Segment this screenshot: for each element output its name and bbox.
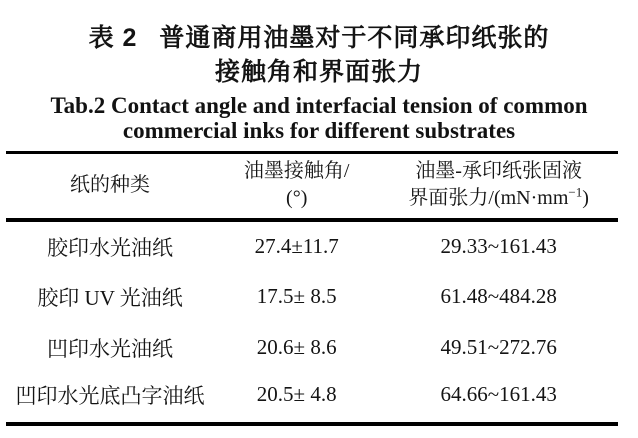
table-caption-en-line2: commercial inks for different substrates [122,118,516,143]
contact-angle-table [6,151,618,426]
cell-contact-angle: 20.5± 4.8 [256,382,337,406]
column-header-contact-angle-line1: 油墨接触角/ [243,160,350,182]
column-header-interfacial-tension [379,153,618,221]
cell-contact-angle: 20.6± 8.6 [256,335,337,359]
cell-interfacial-tension: 49.51~272.76 [440,335,557,359]
table-header [6,153,618,221]
cell-contact-angle: 27.4±11.7 [254,234,339,258]
table-body [6,220,618,424]
column-header-unit-exponent: −1 [568,184,583,200]
column-header-paper-type-label: 纸的种类 [70,173,151,196]
cell-paper-type: 凹印水光油纸 [47,336,174,361]
table-row [6,271,618,322]
column-header-contact-angle [214,153,379,221]
table-caption-zh-line1-text: 普通商用油墨对于不同承印纸张的 [159,24,550,52]
cell-paper-type: 凹印水光底凸字油纸 [15,383,205,408]
table-header-row [6,153,618,221]
table-caption-zh-line2: 接触角和界面张力 [214,58,423,86]
cell-paper-type: 胶印水光油纸 [47,235,174,260]
column-header-unit-close-paren: ) [582,187,589,209]
table-caption-en-line1: Tab.2 Contact angle and interfacial tension of common [50,93,588,118]
cell-contact-angle: 17.5± 8.5 [256,284,337,308]
table-row [6,322,618,373]
table-row [6,220,618,271]
column-header-interfacial-tension-line1: 油墨-承印纸张固液 [415,160,582,182]
table-caption-en [0,93,638,143]
cell-paper-type: 胶印 UV 光油纸 [37,285,183,310]
table-caption-zh-line1 [0,21,638,55]
table-row [6,373,618,424]
cell-interfacial-tension: 64.66~161.43 [440,382,557,406]
column-header-paper-type [6,153,214,221]
cell-interfacial-tension: 61.48~484.28 [440,284,557,308]
cell-interfacial-tension: 29.33~161.43 [440,234,557,258]
table-number-zh: 表 2 [88,24,138,52]
column-header-interfacial-tension-line2: 界面张力/(mN·mm [408,187,569,209]
column-header-contact-angle-line2: (°) [286,187,308,209]
